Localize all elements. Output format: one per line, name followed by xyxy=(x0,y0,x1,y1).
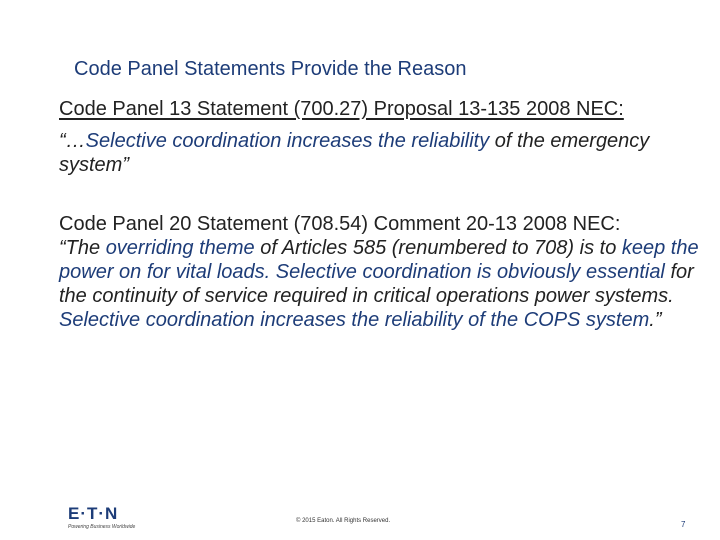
quote-text-2: for the continuity of service required in critical operations power systems. xyxy=(59,261,694,307)
quote-highlight-1: overriding theme xyxy=(105,237,255,259)
slide-title: Code Panel Statements Provide the Reason xyxy=(74,58,467,80)
quote-open: “… xyxy=(59,130,86,152)
quote-text-1: of Articles 585 (renumbered to 708) is to xyxy=(254,237,622,259)
statement-1 xyxy=(59,97,699,177)
quote-close: .” xyxy=(649,309,662,331)
statement-2-heading: Code Panel 20 Statement (708.54) Comment 20-13 2008 NEC: xyxy=(59,213,621,235)
logo-tagline: Powering Business Worldwide xyxy=(68,524,136,530)
eaton-logo xyxy=(68,505,152,535)
quote-open: “The xyxy=(59,237,106,259)
quote-highlight-2: keep the power on for vital loads. Selective coordination is obviously essential xyxy=(59,237,699,283)
quote-highlight-3: Selective coordination increases the reliability of the COPS system xyxy=(59,309,650,331)
statement-1-heading: Code Panel 13 Statement (700.27) Proposal 13-135 2008 NEC: xyxy=(59,98,624,120)
statement-1-quote xyxy=(59,130,649,176)
logo-wordmark: E·T·N xyxy=(68,504,119,523)
statement-2 xyxy=(59,212,699,332)
quote-highlight: Selective coordination increases the reliability xyxy=(85,130,490,152)
quote-rest: of the emergency system” xyxy=(59,130,650,176)
statement-2-quote xyxy=(59,237,699,331)
copyright-text: © 2015 Eaton. All Rights Reserved. xyxy=(296,518,391,524)
page-number: 7 xyxy=(681,520,686,529)
